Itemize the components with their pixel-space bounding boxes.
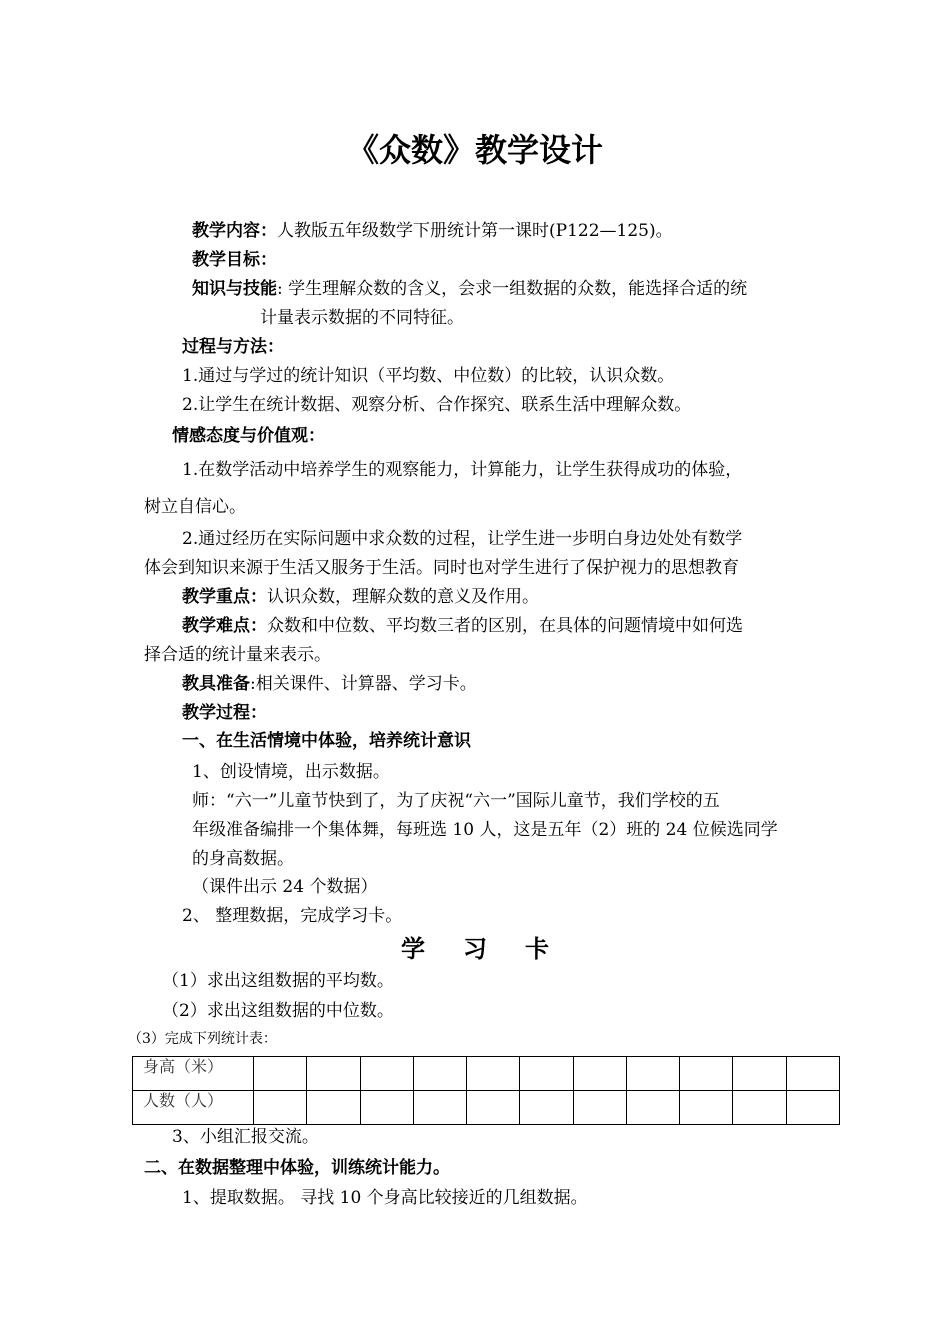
emotion-item-2-cont: 体会到知识来源于生活又服务于生活。同时也对学生进行了保护视力的思想教育 (144, 558, 739, 578)
content-text: 人教版五年级数学下册统计第一课时(P122—125)。 (277, 221, 673, 241)
teacher-line-2: 年级准备编排一个集体舞，每班选 10 人，这是五年（2）班的 24 位候选同学 (192, 820, 778, 840)
table-cell[interactable] (786, 1091, 839, 1125)
knowledge-text: : 学生理解众数的含义，会求一组数据的众数，能选择合适的统 (277, 279, 748, 299)
table-cell[interactable] (573, 1057, 626, 1091)
table-cell[interactable] (626, 1091, 679, 1125)
card-question-3: （3）完成下列统计表： (128, 1031, 277, 1047)
teacher-line-1: 师：“六一”儿童节快到了，为了庆祝“六一”国际儿童节，我们学校的五 (192, 791, 720, 811)
difficulty-label: 教学难点： (182, 616, 267, 636)
procedure-label: 教学过程： (182, 703, 267, 723)
section-1-step-2: 2、 整理数据，完成学习卡。 (182, 906, 403, 926)
table-cell[interactable] (467, 1057, 520, 1091)
study-card-title: 学习卡 (401, 935, 587, 963)
card-question-2: （2）求出这组数据的中位数。 (162, 1001, 394, 1021)
emotion-label: 情感态度与价值观： (172, 426, 325, 446)
table-cell[interactable] (254, 1057, 307, 1091)
difficulty-line (182, 615, 743, 637)
table-row (133, 1057, 840, 1091)
table-cell[interactable] (307, 1057, 360, 1091)
knowledge-line (192, 278, 747, 300)
table-cell[interactable] (626, 1057, 679, 1091)
table-cell[interactable] (733, 1091, 786, 1125)
table-cell[interactable] (413, 1091, 466, 1125)
section-2-step-1: 1、提取数据。 寻找 10 个身高比较接近的几组数据。 (182, 1188, 588, 1208)
table-cell[interactable] (360, 1091, 413, 1125)
courseware-note: （课件出示 24 个数据） (192, 877, 378, 897)
section-1-heading: 一、在生活情境中体验，培养统计意识 (182, 731, 471, 751)
content-label: 教学内容： (192, 221, 277, 241)
teacher-line-3: 的身高数据。 (192, 849, 294, 869)
table-cell[interactable] (680, 1091, 733, 1125)
table-row (133, 1091, 840, 1125)
table-cell[interactable] (520, 1057, 573, 1091)
section-2-heading: 二、在数据整理中体验，训练统计能力。 (144, 1158, 450, 1178)
table-cell[interactable] (733, 1057, 786, 1091)
table-cell[interactable] (413, 1057, 466, 1091)
process-item-2: 2.让学生在统计数据、观察分析、合作探究、联系生活中理解众数。 (182, 395, 692, 415)
table-cell[interactable] (520, 1091, 573, 1125)
table-cell[interactable] (307, 1091, 360, 1125)
table-cell[interactable] (360, 1057, 413, 1091)
section-1-step-3: 3、小组汇报交流。 (172, 1127, 319, 1147)
prep-label: 教具准备 (182, 674, 250, 694)
card-question-1: （1）求出这组数据的平均数。 (162, 971, 394, 991)
page-title: 《众数》教学设计 (346, 131, 603, 169)
table-cell[interactable] (467, 1091, 520, 1125)
prep-line (182, 673, 477, 695)
process-item-1: 1.通过与学过的统计知识（平均数、中位数）的比较，认识众数。 (182, 366, 675, 386)
key-text: 认识众数，理解众数的意义及作用。 (267, 587, 539, 607)
content-line (192, 220, 673, 242)
statistics-table (132, 1056, 840, 1125)
prep-text: :相关课件、计算器、学习卡。 (250, 674, 477, 694)
knowledge-text-cont: 计量表示数据的不同特征。 (260, 308, 464, 328)
emotion-item-1-cont: 树立自信心。 (144, 497, 246, 517)
table-cell[interactable] (254, 1091, 307, 1125)
table-cell[interactable] (786, 1057, 839, 1091)
process-label: 过程与方法： (182, 337, 284, 357)
section-1-step-1: 1、创设情境，出示数据。 (192, 762, 390, 782)
table-cell[interactable] (680, 1057, 733, 1091)
difficulty-text-cont: 择合适的统计量来表示。 (144, 645, 331, 665)
table-cell[interactable] (573, 1091, 626, 1125)
emotion-item-1: 1.在数学活动中培养学生的观察能力，计算能力，让学生获得成功的体验， (182, 460, 743, 480)
difficulty-text: 众数和中位数、平均数三者的区别，在具体的问题情境中如何选 (267, 616, 743, 636)
knowledge-label: 知识与技能 (192, 279, 277, 299)
row-label-height: 身高（米） (133, 1057, 254, 1091)
key-label: 教学重点： (182, 587, 267, 607)
emotion-item-2: 2.通过经历在实际问题中求众数的过程，让学生进一步明白身边处处有数学 (182, 529, 743, 549)
row-label-count: 人数（人） (133, 1091, 254, 1125)
goals-label: 教学目标： (192, 250, 277, 270)
key-line (182, 586, 539, 608)
